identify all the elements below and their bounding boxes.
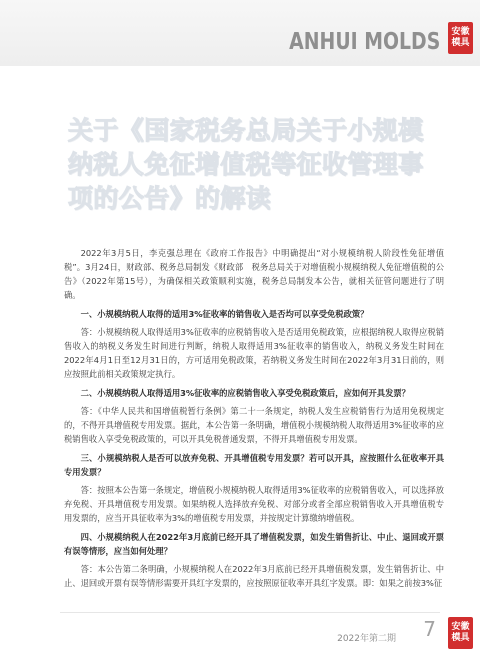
intro-paragraph: 2022年3月5日，李克强总理在《政府工作报告》中明确提出“对小规模纳税人阶段性免征增值税”。3月24日，财政部、税务总局制发《财政部 税务总局关于对增值税小规模纳税人免征增值税的公告》（2022年第15号），为确保相关政策顺利实施，税务总局制发本公告，就相关征管问题进行了明确。 [64, 248, 444, 300]
page-number: 7 [423, 617, 436, 641]
question-heading: 一、小规模纳税人取得的适用3%征收率的销售收入是否均可以享受免税政策？ [80, 309, 369, 319]
question-heading: 三、小规模纳税人是否可以放弃免税、开具增值税专用发票？若可以开具，应按照什么征收率开具专用发票？ [64, 453, 444, 477]
footer-badge-line1: 安徽 [451, 622, 470, 632]
question-heading: 四、小规模纳税人在2022年3月底前已经开具了增值税发票，如发生销售折让、中止、退回或开票有误等情形，应当如何处理？ [64, 532, 444, 556]
article-body [64, 246, 444, 593]
footer-badge-line2: 模具 [451, 633, 470, 643]
brand-name: ANHUI MOLDS [288, 29, 440, 55]
answer-paragraph: 答：《中华人民共和国增值税暂行条例》第二十一条规定，纳税人发生应税销售行为适用免税规定的，不得开具增值税专用发票。据此，本公告第一条明确，增值税小规模纳税人取得适用3%征收率的应税销售收入享受免税政策的，可以开具免税普通发票，不得开具增值税专用发票。 [64, 406, 444, 444]
header-band [0, 0, 480, 66]
footer-badge [448, 617, 473, 649]
answer-paragraph: 答：本公告第二条明确，小规模纳税人在2022年3月底前已经开具增值税发票，发生销售折让、中止、退回或开票有误等情形需要开具红字发票的，应按照原征收率开具红字发票。即：如果之前按3%征 [64, 564, 444, 588]
article-title: 关于《国家税务总局关于小规模纳税人免征增值税等征收管理事项的公告》的解读 [68, 116, 424, 213]
brand-badge [448, 22, 473, 54]
brand-badge-line1: 安徽 [451, 27, 470, 37]
issue-label: 2022年第二期 [337, 634, 396, 644]
brand-badge-line2: 模具 [451, 38, 470, 48]
answer-paragraph: 答：按照本公告第一条规定，增值税小规模纳税人取得适用3%征收率的应税销售收入，可以选择放弃免税、开具增值税专用发票。如果纳税人选择放弃免税、对部分或者全部应税销售收入开具增值税专用发票的，应当开具征收率为3%的增值税专用发票，并按规定计算缴纳增值税。 [64, 485, 444, 523]
question-heading: 二、小规模纳税人取得适用3%征收率的应税销售收入享受免税政策后，应如何开具发票？ [80, 388, 410, 398]
footer-divider [60, 612, 440, 613]
answer-paragraph: 答：小规模纳税人取得适用3%征收率的应税销售收入是否适用免税政策，应根据纳税人取得应税销售收入的纳税义务发生时间进行判断，纳税人取得适用3%征收率的销售收入，纳税义务发生时间在2022年4月1日至12月31日的，方可适用免税政策，若纳税义务发生时间在2022年3月31日前的，则应按照此前相关政策规定执行。 [64, 327, 444, 379]
